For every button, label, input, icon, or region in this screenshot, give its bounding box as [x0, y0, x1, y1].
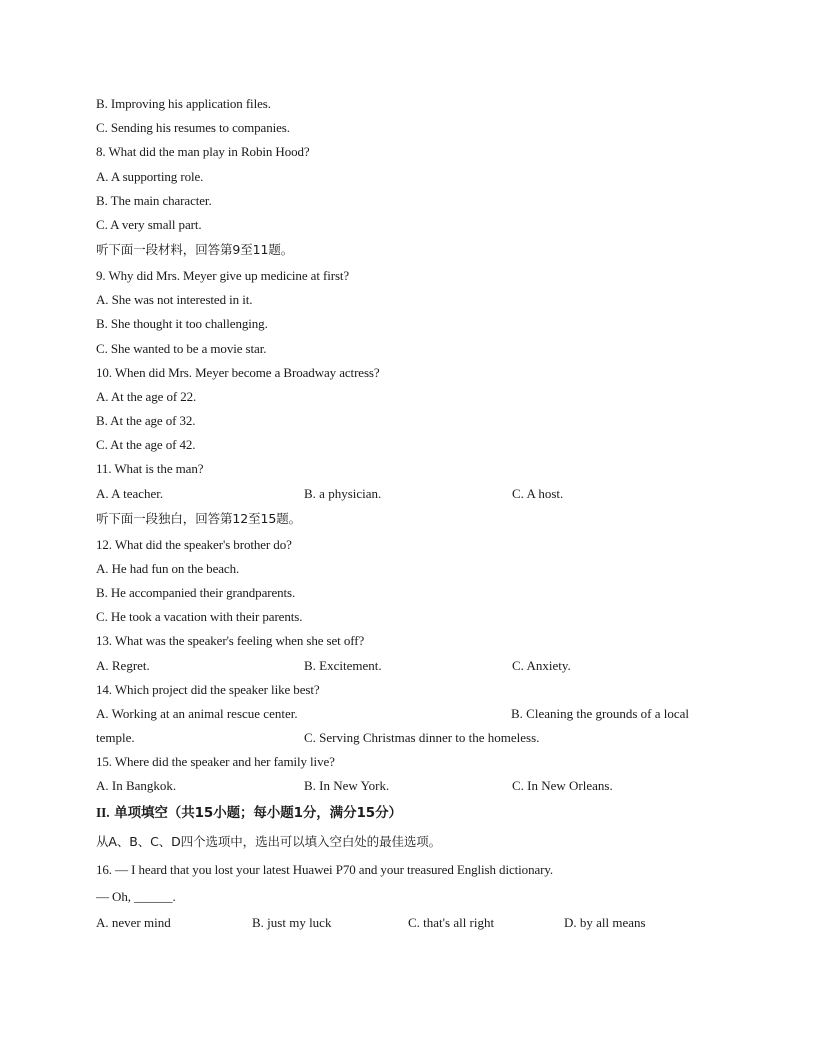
q13-option-b: B. Excitement. [304, 658, 382, 673]
q14-option-c: C. Serving Christmas dinner to the homeless. [304, 730, 540, 745]
q8-option-c: C. A very small part. [96, 217, 202, 232]
q12-option-b: B. He accompanied their grandparents. [96, 585, 296, 600]
q12-option-a: A. He had fun on the beach. [96, 561, 240, 576]
question-11: 11. What is the man? [96, 461, 204, 476]
q16-option-d: D. by all means [564, 915, 646, 930]
q9-option-a: A. She was not interested in it. [96, 292, 253, 307]
q16-option-a: A. never mind [96, 915, 171, 930]
q14-option-a: A. Working at an animal rescue center. [96, 706, 298, 721]
question-8: 8. What did the man play in Robin Hood? [96, 144, 310, 159]
section-2-heading [96, 805, 402, 821]
question-13: 13. What was the speaker's feeling when she set off? [96, 633, 365, 648]
section-2-instruction: 从A、B、C、D四个选项中，选出可以填入空白处的最佳选项。 [96, 834, 442, 849]
instruction-12-15: 听下面一段独白，回答第12至15题。 [96, 511, 302, 526]
q8-option-a: A. A supporting role. [96, 169, 204, 184]
section-2-numeral: II. [96, 805, 110, 820]
q9-option-c: C. She wanted to be a movie star. [96, 341, 267, 356]
q16-reply: — Oh, ______. [96, 889, 176, 904]
question-10: 10. When did Mrs. Meyer become a Broadway actress? [96, 365, 380, 380]
q13-option-a: A. Regret. [96, 658, 150, 673]
q14-option-b: B. Cleaning the grounds of a local [511, 706, 689, 721]
q10-option-c: C. At the age of 42. [96, 437, 196, 452]
q7-option-b: B. Improving his application files. [96, 96, 271, 111]
q12-option-c: C. He took a vacation with their parents. [96, 609, 303, 624]
q11-option-a: A. A teacher. [96, 486, 164, 501]
q15-option-b: B. In New York. [304, 778, 390, 793]
section-2-title: 单项填空（共15小题；每小题1分，满分15分） [114, 805, 402, 821]
q11-option-b: B. a physician. [304, 486, 382, 501]
question-15: 15. Where did the speaker and her family live? [96, 754, 335, 769]
q7-option-c: C. Sending his resumes to companies. [96, 120, 290, 135]
q15-option-a: A. In Bangkok. [96, 778, 177, 793]
q10-option-b: B. At the age of 32. [96, 413, 196, 428]
question-9: 9. Why did Mrs. Meyer give up medicine at first? [96, 268, 350, 283]
q11-option-c: C. A host. [512, 486, 564, 501]
q10-option-a: A. At the age of 22. [96, 389, 197, 404]
question-16: 16. — I heard that you lost your latest Huawei P70 and your treasured English dictionary. [96, 862, 554, 877]
q8-option-b: B. The main character. [96, 193, 212, 208]
q13-option-c: C. Anxiety. [512, 658, 571, 673]
instruction-9-11: 听下面一段材料，回答第9至11题。 [96, 242, 294, 257]
question-14: 14. Which project did the speaker like best? [96, 682, 320, 697]
q16-option-b: B. just my luck [252, 915, 332, 930]
question-12: 12. What did the speaker's brother do? [96, 537, 292, 552]
q9-option-b: B. She thought it too challenging. [96, 316, 268, 331]
q15-option-c: C. In New Orleans. [512, 778, 613, 793]
q14-option-b-continued: temple. [96, 730, 135, 745]
q16-option-c: C. that's all right [408, 915, 495, 930]
